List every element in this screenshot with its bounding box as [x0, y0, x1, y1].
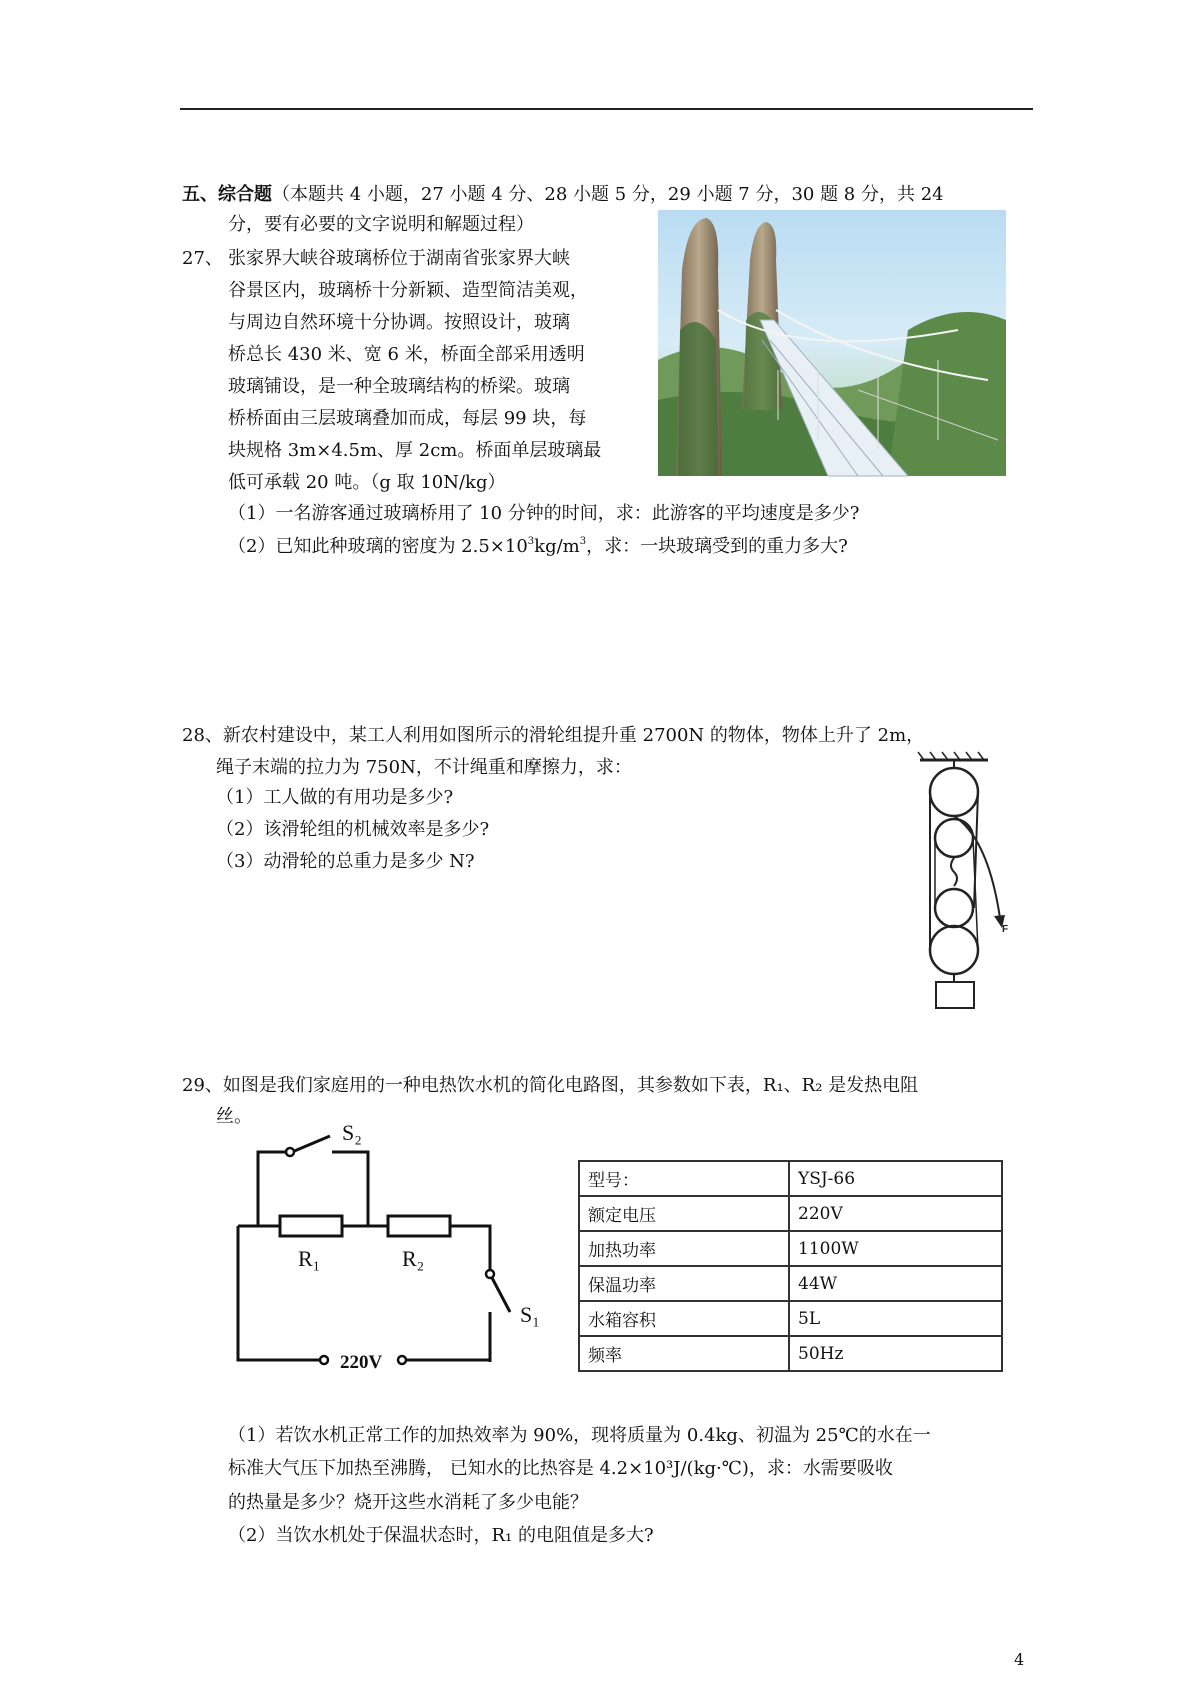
table-row: [579, 1196, 1002, 1231]
section-desc-1: （本题共 4 小题，27 小题 4 分、28 小题 5 分，29 小题 7 分，30 题 8 分，共 24: [272, 184, 944, 205]
page-number: 4: [1014, 1650, 1025, 1669]
q27-line-7: 块规格 3m×4.5m、厚 2cm。桥面单层玻璃最: [228, 440, 602, 461]
table-cell-value: 44W: [789, 1266, 1002, 1301]
table-cell-key: 额定电压: [579, 1196, 789, 1231]
table-cell-value: 50Hz: [789, 1336, 1002, 1371]
q29-sub1-line-1: （1）若饮水机正常工作的加热效率为 90%，现将质量为 0.4kg、初温为 25℃的水在一: [228, 1425, 931, 1446]
q29-sub2: （2）当饮水机处于保温状态时，R₁ 的电阻值是多大?: [228, 1525, 654, 1546]
table-cell-key: 保温功率: [579, 1266, 789, 1301]
q29-sub1-line-3: 的热量是多少？烧开这些水消耗了多少电能？: [228, 1492, 588, 1513]
q28-line-2: 绳子末端的拉力为 750N，不计绳重和摩擦力，求：: [216, 757, 632, 778]
q29-sub1-line-2: 标准大气压下加热至沸腾， 已知水的比热容是 4.2×10³J/(kg·℃)，求：水需要吸收: [228, 1458, 893, 1479]
q27-sub2-c: ，求：一块玻璃受到的重力多大?: [586, 536, 848, 557]
circuit-diagram: [230, 1120, 550, 1373]
table-cell-key: 频率: [579, 1336, 789, 1371]
q28-sub2: （2）该滑轮组的机械效率是多少?: [216, 819, 490, 840]
table-cell-key: 加热功率: [579, 1231, 789, 1266]
table-row: [579, 1231, 1002, 1266]
table-cell-value: 5L: [789, 1301, 1002, 1336]
q29-line-2: 丝。: [216, 1106, 252, 1127]
q27-line-6: 桥桥面由三层玻璃叠加而成，每层 99 块，每: [228, 408, 587, 429]
table-cell-value: YSJ-66: [789, 1161, 1002, 1196]
q27-line-5: 玻璃铺设，是一种全玻璃结构的桥梁。玻璃: [228, 376, 570, 397]
table-row: [579, 1161, 1002, 1196]
table-row: [579, 1266, 1002, 1301]
label-s2: S₂: [342, 1120, 362, 1145]
q27-number: 27、: [182, 248, 223, 269]
q27-sub2-b: kg/m: [534, 536, 580, 557]
q27-sub2: [228, 535, 848, 559]
q28-line-1: 28、新农村建设中，某工人利用如图所示的滑轮组提升重 2700N 的物体，物体上升了 2m，: [182, 725, 925, 746]
q27-sub2-exp2: 3: [579, 536, 587, 547]
header-rule: [180, 108, 1033, 110]
section-title: 五、综合题: [182, 184, 272, 205]
force-label: F: [1002, 924, 1009, 935]
q27-line-2: 谷景区内，玻璃桥十分新颖、造型简洁美观，: [228, 280, 588, 301]
q28-sub3: （3）动滑轮的总重力是多少 N?: [216, 851, 475, 872]
label-r1: R₁: [298, 1246, 321, 1271]
table-row: [579, 1336, 1002, 1371]
q27-line-4: 桥总长 430 米、宽 6 米，桥面全部采用透明: [228, 344, 585, 365]
pulley-diagram: [910, 748, 1010, 1010]
parameter-table: [578, 1160, 1003, 1372]
section-heading: [182, 183, 944, 207]
table-cell-key: 型号：: [579, 1161, 789, 1196]
label-s1: S₁: [520, 1302, 540, 1327]
q28-sub1: （1）工人做的有用功是多少?: [216, 787, 454, 808]
q27-line-1: 张家界大峡谷玻璃桥位于湖南省张家界大峡: [228, 248, 570, 269]
q27-sub2-exp: 3: [527, 536, 535, 547]
label-220v: 220V: [340, 1352, 383, 1373]
section-desc-2: 分，要有必要的文字说明和解题过程）: [228, 214, 534, 235]
q27-sub2-a: （2）已知此种玻璃的密度为 2.5×10: [228, 536, 528, 557]
q27-sub1: （1）一名游客通过玻璃桥用了 10 分钟的时间，求：此游客的平均速度是多少?: [228, 503, 860, 524]
table-cell-key: 水箱容积: [579, 1301, 789, 1336]
q29-line-1: 29、如图是我们家庭用的一种电热饮水机的简化电路图，其参数如下表，R₁、R₂ 是发热电阻: [182, 1075, 919, 1096]
label-r2: R₂: [402, 1246, 425, 1271]
table-cell-value: 1100W: [789, 1231, 1002, 1266]
glass-bridge-photo: [658, 210, 1006, 476]
q27-line-3: 与周边自然环境十分协调。按照设计，玻璃: [228, 312, 570, 333]
q27-line-8: 低可承载 20 吨。（g 取 10N/kg）: [228, 472, 506, 493]
table-row: [579, 1301, 1002, 1336]
table-cell-value: 220V: [789, 1196, 1002, 1231]
